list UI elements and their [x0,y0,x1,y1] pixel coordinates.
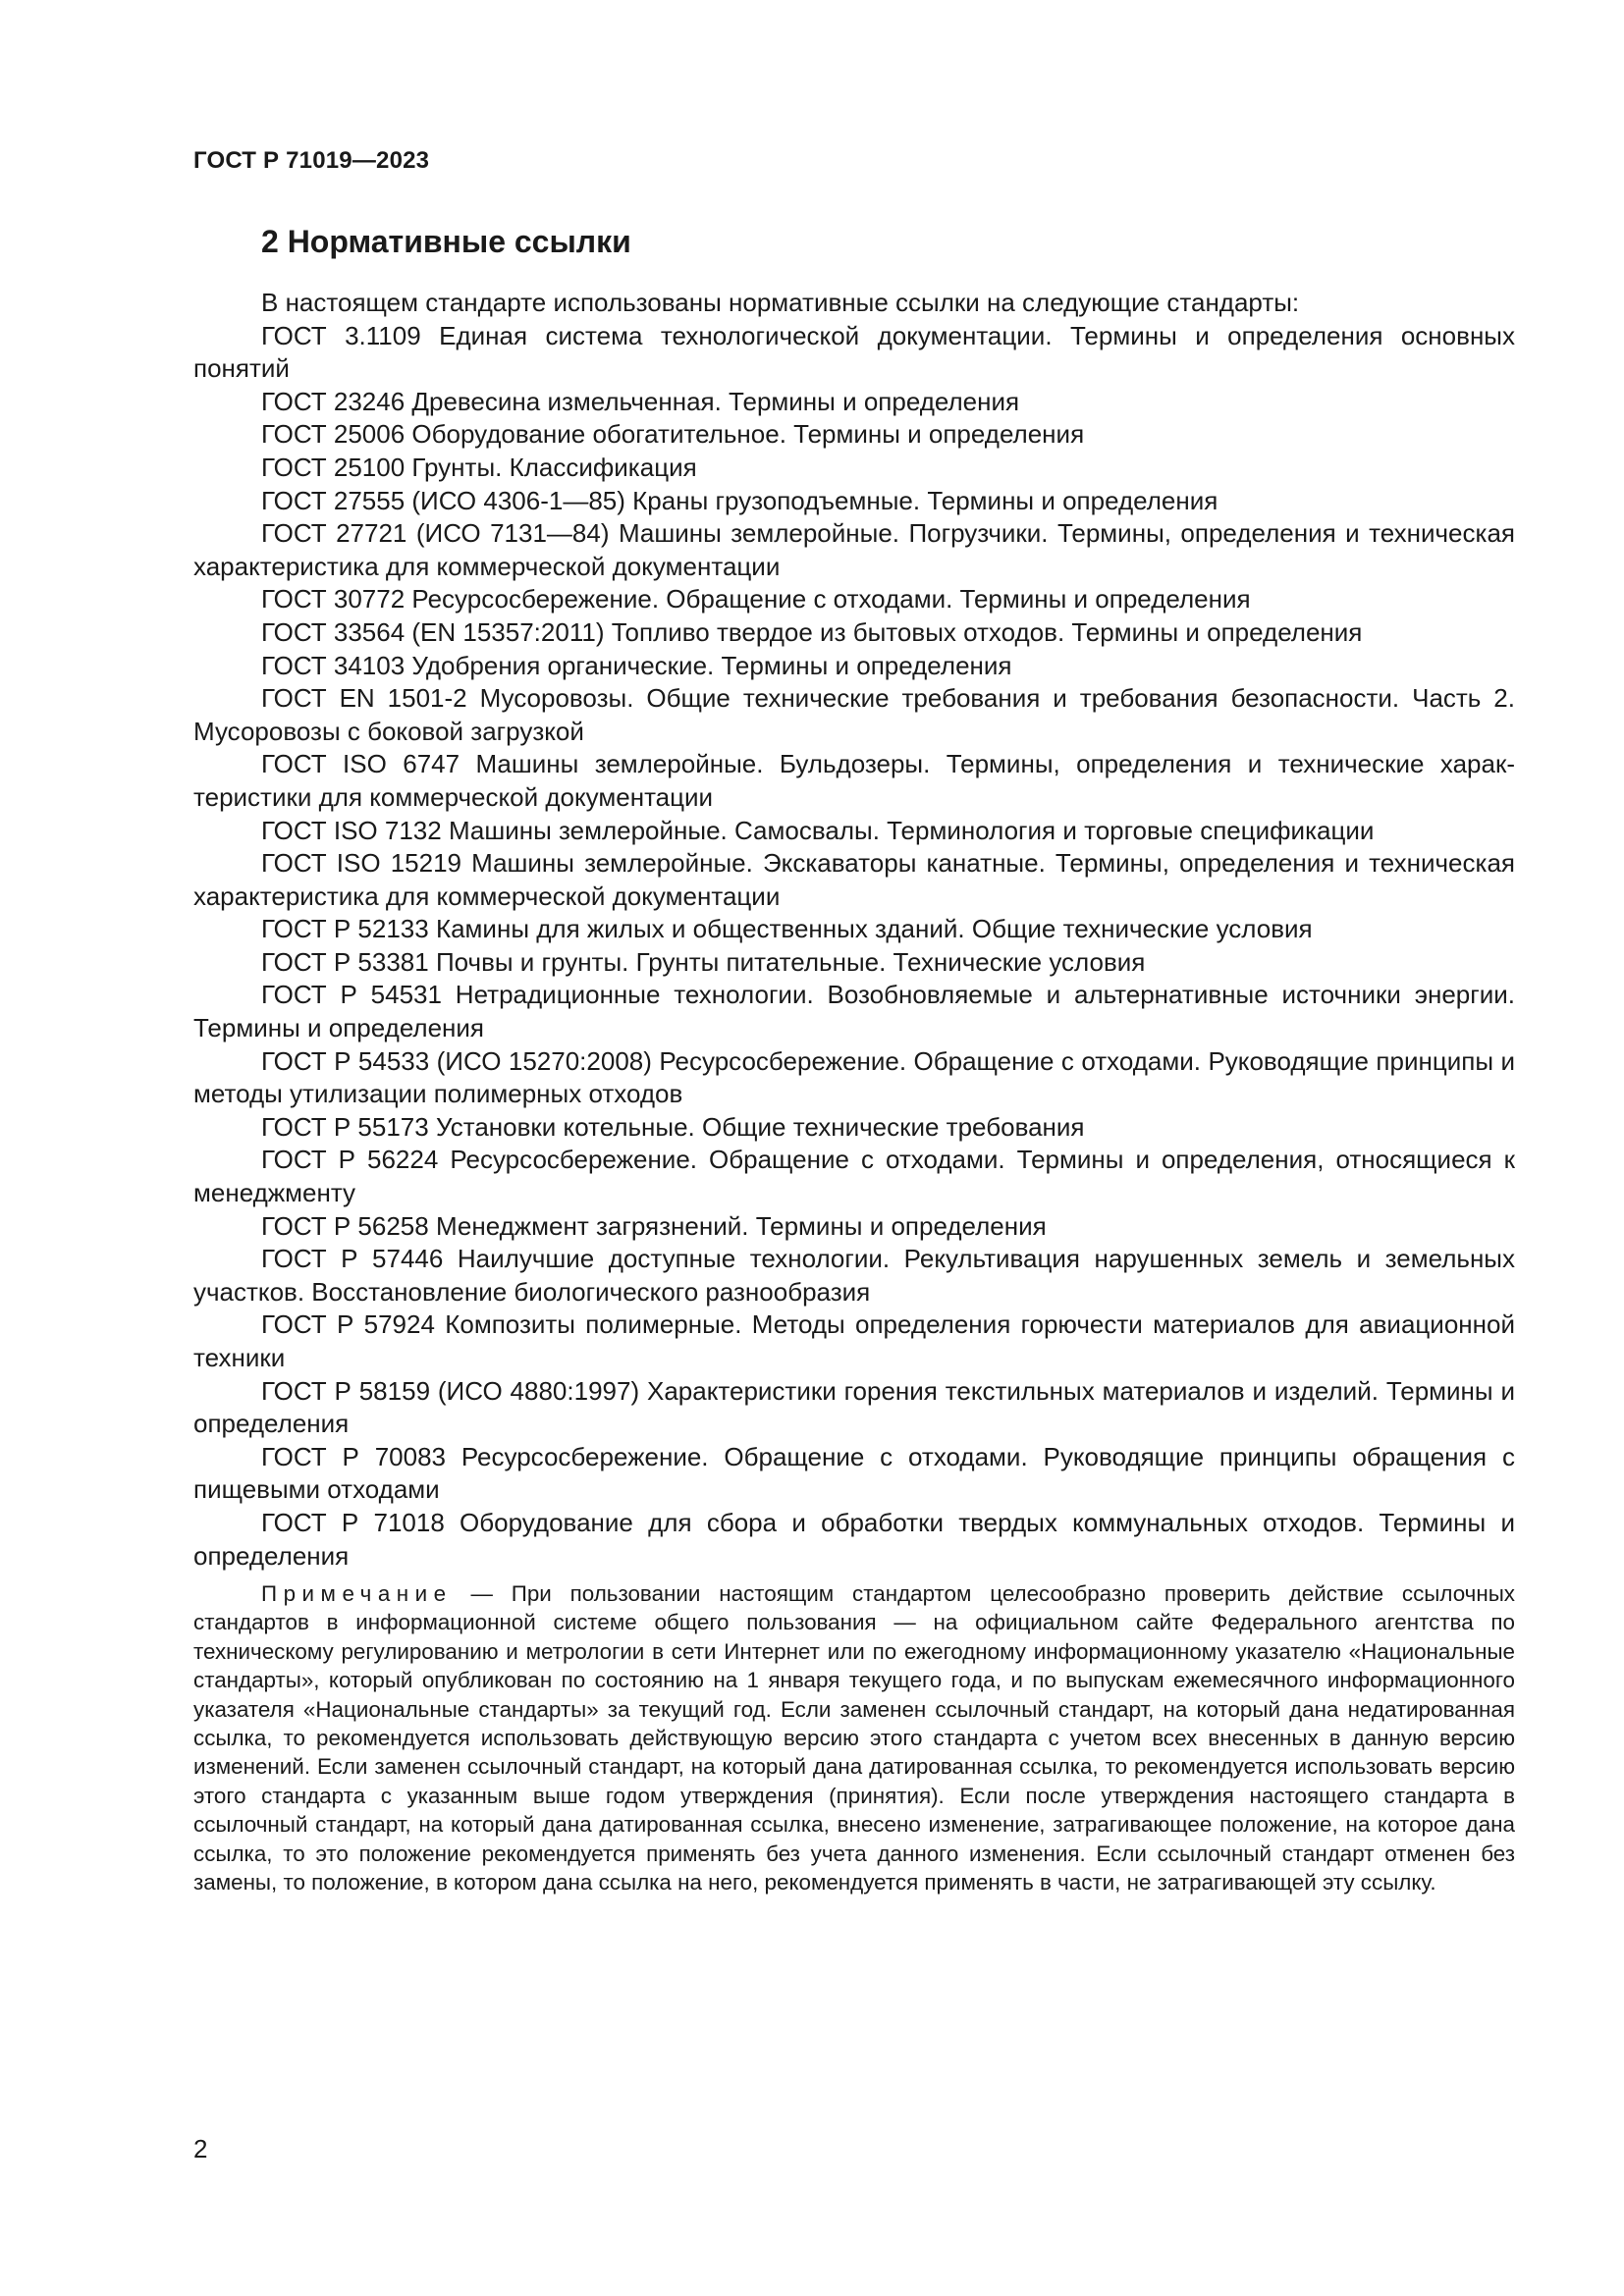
reference-item: ГОСТ EN 1501-2 Мусоровозы. Общие технические требования и требования безопасности. Часть 2. Мусоровозы с боковой загрузкой [193,683,1515,746]
reference-item: ГОСТ Р 52133 Камины для жилых и общественных зданий. Общие технические условия [261,914,1313,944]
reference-item: ГОСТ 27721 (ИСО 7131—84) Машины землеройные. Погрузчики. Термины, определения и техническая характеристика для коммерческой документации [193,518,1515,581]
reference-item: ГОСТ Р 70083 Ресурсосбережение. Обращение с отходами. Руководящие принципы обращения с пищевыми отходами [193,1441,1515,1505]
reference-item: ГОСТ Р 53381 Почвы и грунты. Грунты питательные. Технические условия [261,946,1146,977]
reference-item: ГОСТ 33564 (EN 15357:2011) Топливо твердое из бытовых отходов. Термины и определения [261,616,1363,647]
reference-item: ГОСТ Р 57446 Наилучшие доступные технологии. Рекультивация нарушенных земель и земельных участков. Восстановление биологического разнообразия [193,1244,1515,1307]
reference-item: ГОСТ 30772 Ресурсосбережение. Обращение с отходами. Термины и определения [261,584,1251,614]
reference-item: ГОСТ Р 55173 Установки котельные. Общие технические требования [261,1111,1085,1142]
note-label: Примечание [261,1581,453,1606]
reference-item: ГОСТ 25006 Оборудование обогатительное. Термины и определения [261,419,1085,450]
document-code-header: ГОСТ Р 71019—2023 [193,147,430,174]
page-number: 2 [193,2134,208,2163]
reference-item: ГОСТ 34103 Удобрения органические. Термины и определения [261,650,1012,680]
references-intro: В настоящем стандарте использованы нормативные ссылки на следующие стандарты: [261,288,1300,317]
reference-item: ГОСТ 3.1109 Единая система технологической документации. Термины и определения основных понятий [193,320,1515,384]
note-paragraph [193,1579,1515,1896]
reference-item: ГОСТ Р 57924 Композиты полимерные. Методы определения горючести материалов для авиационной техники [193,1309,1515,1372]
note-text: — При пользовании настоящим стандартом целесообразно проверить действие ссылочных стандартов в информационной системе общего пользования — на официальном сайте Федерального агентства по техническому регулированию и метрологии в сети Интернет или по ежегодному информационному указателю «Национальные стандарты», который опубликован по состоянию на 1 января текущего года, и по выпускам ежемесячного информационного указателя «Национальные стандарты» за текущий год. Если заменен ссылочный стандарт, на который дана недатированная ссылка, то рекомендуется использовать действующую версию этого стандарта с учетом всех внесенных в данную версию изменений. Если заменен ссылочный стандарт, на который дана датированная ссылка, то рекомендуется использовать версию этого стандарта с указанным выше годом утверждения (принятия). Если после утверждения настоящего стандарта в ссылочный стандарт, на который дана датированная ссылка, внесено изменение, затрагивающее положение, на которое дана ссылка, то это положение рекомендуется применять без учета данного изменения. Если ссылочный стандарт отменен без замены, то положение, в котором дана ссылка на него, рекомендуется применять в части, не затрагивающей эту ссылку. [193,1581,1515,1896]
reference-item: ГОСТ 23246 Древесина измельченная. Термины и определения [261,386,1020,416]
references-list [193,287,1515,1573]
reference-item: ГОСТ 27555 (ИСО 4306-1—85) Краны грузоподъемные. Термины и определения [261,485,1218,515]
reference-item: ГОСТ ISO 7132 Машины землеройные. Самосвалы. Терминология и торговые спецификации [261,815,1375,845]
reference-item: ГОСТ ISO 15219 Машины землеройные. Экскаваторы канатные. Термины, определения и техническая характеристика для коммерческой документации [193,848,1515,911]
section-title: 2 Нормативные ссылки [261,224,631,259]
reference-item: ГОСТ 25100 Грунты. Классификация [261,452,697,482]
reference-item: ГОСТ Р 54531 Нетрадиционные технологии. Возобновляемые и альтернативные источники энергии. Термины и определения [193,980,1515,1043]
reference-item: ГОСТ ISO 6747 Машины землеройные. Бульдозеры. Термины, определения и технические характеристики для коммерческой документации [193,749,1515,812]
reference-item: ГОСТ Р 71018 Оборудование для сбора и обработки твердых коммунальных отходов. Термины и определения [193,1507,1515,1571]
reference-item: ГОСТ Р 56224 Ресурсосбережение. Обращение с отходами. Термины и определения, относящиеся к менеджменту [193,1145,1515,1208]
reference-item: ГОСТ Р 58159 (ИСО 4880:1997) Характеристики горения текстильных материалов и изделий. Термины и определения [193,1375,1515,1439]
reference-item: ГОСТ Р 54533 (ИСО 15270:2008) Ресурсосбережение. Обращение с отходами. Руководящие принципы и методы утилизации полимерных отходов [193,1045,1515,1109]
reference-item: ГОСТ Р 56258 Менеджмент загрязнений. Термины и определения [261,1210,1047,1241]
